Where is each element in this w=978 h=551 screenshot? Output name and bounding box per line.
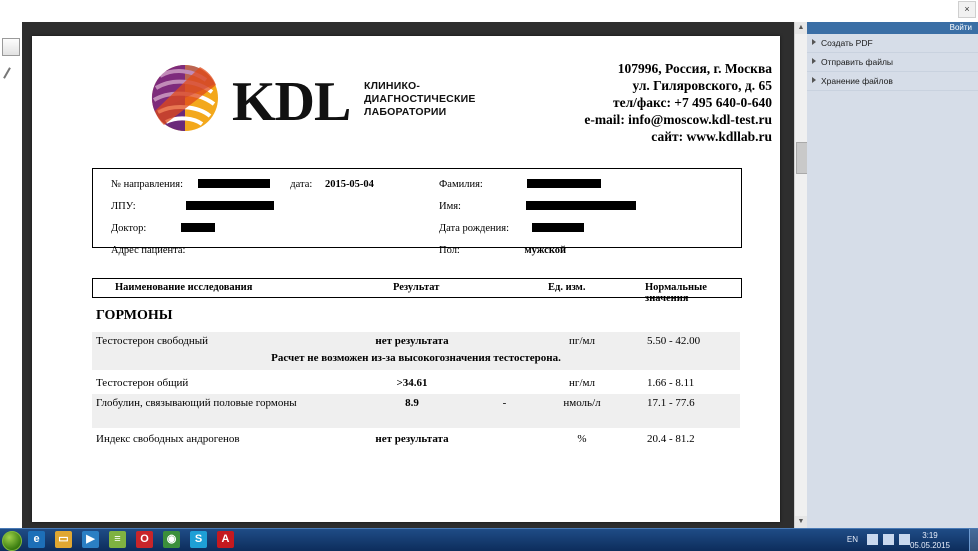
row-result: >34.61 [396, 377, 428, 389]
col-header-unit: Ед. изм. [548, 282, 586, 293]
row-unit: пг/мл [569, 335, 595, 347]
row-norm: 17.1 - 77.6 [647, 397, 695, 409]
row-name: Глобулин, связывающий половые гормоны [96, 397, 297, 409]
field-pol [439, 245, 566, 256]
field-lpu [111, 201, 274, 212]
folder-icon[interactable]: ▭ [55, 531, 72, 548]
chevron-right-icon [812, 77, 816, 83]
row-unit: % [577, 433, 587, 445]
field-doctor [111, 223, 215, 234]
brand-subtitle-line3: ЛАБОРАТОРИИ [364, 106, 447, 118]
field-address-label: Адрес пациента: [111, 245, 186, 256]
field-familia-label: Фамилия: [439, 179, 483, 190]
row-name: Тестостерон свободный [96, 335, 209, 347]
row-norm: 5.50 - 42.00 [647, 335, 701, 347]
left-tool-rail [0, 22, 23, 528]
field-familia [439, 179, 601, 190]
field-imya-label: Имя: [439, 201, 461, 212]
scroll-up-icon[interactable]: ▲ [795, 22, 807, 34]
close-icon[interactable]: × [958, 1, 976, 18]
kdl-logo-icon [140, 58, 230, 138]
clock-time: 3:19 [922, 531, 938, 540]
show-desktop-button[interactable] [969, 529, 978, 551]
row-name: Индекс свободных андрогенов [96, 433, 240, 445]
field-imya [439, 201, 636, 212]
sign-in-button[interactable]: Войти [807, 22, 978, 34]
notepad-icon[interactable]: ≡ [109, 531, 126, 548]
row-name: Тестостерон общий [96, 377, 189, 389]
chrome-icon[interactable]: ◉ [163, 531, 180, 548]
redacted-birth [532, 223, 584, 232]
panel-item-create-pdf[interactable] [807, 34, 978, 53]
patient-info-box [92, 168, 742, 256]
field-napravlenie-label: № направления: [111, 179, 184, 190]
field-date-label: дата: [290, 179, 313, 190]
col-header-name: Наименование исследования [115, 282, 253, 293]
acrobat-reader-icon[interactable]: A [217, 531, 234, 548]
pdf-reader-window [0, 22, 978, 528]
window-title-bar [0, 0, 978, 23]
field-address [111, 245, 185, 256]
row-result: нет результата [375, 335, 449, 347]
windows-taskbar [0, 528, 978, 551]
clock-date: 05.05.2015 [909, 541, 950, 550]
scroll-down-icon[interactable]: ▼ [795, 516, 807, 528]
panel-item-store-files[interactable] [807, 72, 978, 91]
field-lpu-label: ЛПУ: [111, 201, 136, 212]
redacted-imya [526, 201, 636, 210]
field-pol-value: мужской [524, 245, 567, 256]
redacted-doctor [181, 223, 215, 232]
tray-action-center-icon[interactable] [899, 534, 910, 545]
row-extra: - [502, 397, 507, 409]
table-row [92, 332, 740, 370]
results-table-header [92, 278, 742, 304]
select-tool-icon[interactable] [2, 38, 20, 56]
opera-icon[interactable]: O [136, 531, 153, 548]
col-header-result: Результат [393, 282, 440, 293]
document-viewport[interactable] [22, 22, 794, 528]
report-header [32, 52, 780, 162]
panel-item-label: Отправить файлы [821, 57, 894, 67]
start-button[interactable] [2, 531, 22, 551]
row-norm: 20.4 - 81.2 [647, 433, 695, 445]
table-row [92, 394, 740, 428]
row-unit: нмоль/л [563, 397, 601, 409]
row-norm: 1.66 - 8.11 [647, 377, 695, 389]
panel-item-send-files[interactable] [807, 53, 978, 72]
field-date-value: 2015-05-04 [324, 179, 374, 190]
internet-explorer-icon[interactable]: e [28, 531, 45, 548]
brand-name: KDL [232, 71, 351, 133]
pdf-page [32, 36, 780, 522]
contact-email: e-mail: info@moscow.kdl-test.ru [584, 112, 772, 127]
clock[interactable] [910, 531, 950, 551]
redacted-familia [527, 179, 601, 188]
field-birth [439, 223, 584, 234]
document-scrollbar[interactable] [794, 22, 808, 528]
redacted-napravlenie [198, 179, 270, 188]
panel-item-label: Создать PDF [821, 38, 873, 48]
section-title-hormones: ГОРМОНЫ [96, 308, 173, 323]
tray-volume-icon[interactable] [883, 534, 894, 545]
contact-website: сайт: www.kdllab.ru [651, 129, 772, 144]
field-doctor-label: Доктор: [111, 223, 147, 234]
contact-block [442, 60, 772, 145]
lab-report [32, 36, 780, 522]
pen-tool-icon[interactable] [3, 66, 19, 82]
contact-street: ул. Гиляровского, д. 65 [632, 78, 772, 93]
table-row [92, 430, 740, 450]
language-indicator[interactable]: EN [846, 535, 858, 544]
row-result: 8.9 [405, 397, 419, 409]
redacted-lpu [186, 201, 274, 210]
brand-subtitle-line2: ДИАГНОСТИЧЕСКИЕ [364, 93, 476, 105]
taskbar-app-icons [28, 531, 240, 549]
field-birth-label: Дата рождения: [439, 223, 510, 234]
field-napravlenie [111, 179, 374, 190]
tools-right-panel [807, 22, 978, 528]
chevron-right-icon [812, 58, 816, 64]
panel-item-label: Хранение файлов [821, 76, 893, 86]
table-row [92, 374, 740, 394]
brand-subtitle-line1: КЛИНИКО- [364, 80, 421, 92]
chevron-right-icon [812, 39, 816, 45]
contact-address: 107996, Россия, г. Москва [617, 61, 772, 76]
col-header-norm: Нормальные значения [645, 282, 707, 304]
media-player-icon[interactable]: ▶ [82, 531, 99, 548]
field-pol-label: Пол: [439, 245, 460, 256]
result-note: Расчет не возможен из-за высокогозначения тестостерона. [271, 352, 561, 364]
skype-icon[interactable]: S [190, 531, 207, 548]
contact-phone: тел/факс: +7 495 640-0-640 [612, 95, 772, 110]
row-result: нет результата [375, 433, 449, 445]
tray-network-icon[interactable] [867, 534, 878, 545]
row-unit: нг/мл [569, 377, 595, 389]
